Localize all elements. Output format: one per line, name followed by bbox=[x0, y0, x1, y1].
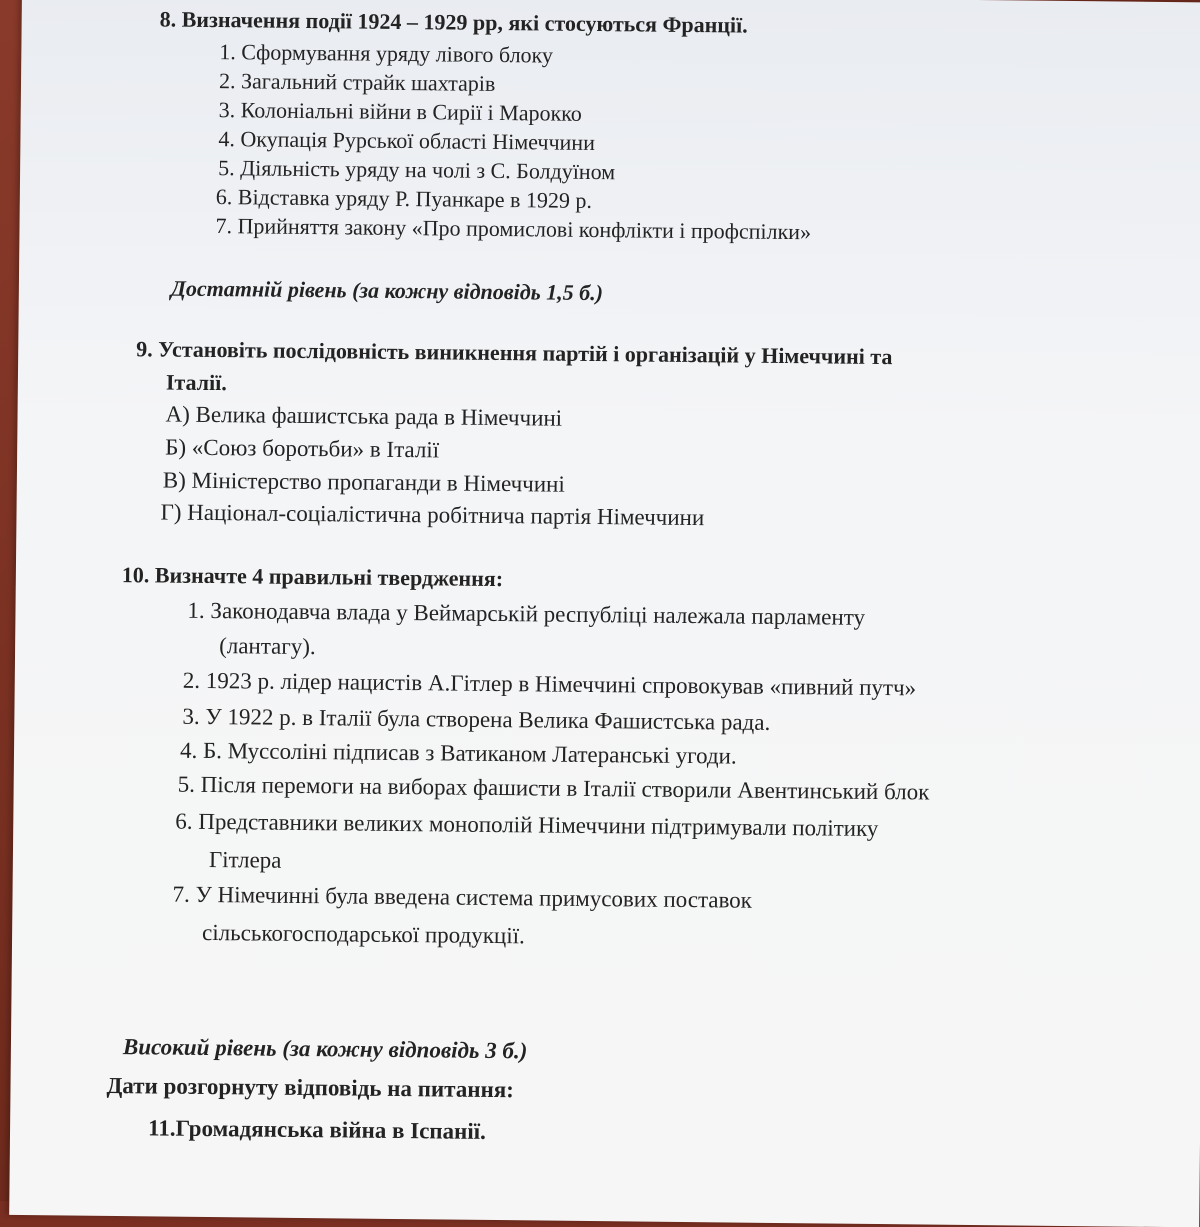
question-11-title: 11.Громадянська війна в Іспанії. bbox=[147, 1115, 487, 1144]
q10-line-7-cont: сільськогосподарської продукції. bbox=[202, 919, 525, 949]
q10-line-1: 1. Законодавча влада у Веймарській республіці належала парламенту bbox=[187, 597, 866, 630]
q10-line-4: 4. Б. Муссоліні підписав з Ватиканом Латеранські угоди. bbox=[179, 737, 737, 769]
q8-item-2: 2. Загальний страйк шахтарів bbox=[218, 68, 496, 96]
q8-item-5: 5. Діяльність уряду на чолі з С. Болдуїном bbox=[218, 155, 616, 185]
level-sufficient-heading: Достатній рівень (за кожну відповідь 1,5 б.) bbox=[170, 275, 604, 306]
q9-option-b: Б) «Союз боротьби» в Італії bbox=[165, 434, 440, 463]
q8-item-4: 4. Окупація Рурської області Німеччини bbox=[218, 126, 596, 156]
q10-line-1-cont: (лантагу). bbox=[219, 633, 316, 660]
question-9-title: 9. Установіть послідовність виникнення партій і організацій у Німеччині та bbox=[136, 336, 893, 370]
question-10-title: 10. Визначте 4 правильні твердження: bbox=[121, 562, 504, 592]
q10-line-7: 7. У Німечинні була введена система примусових поставок bbox=[172, 881, 753, 913]
q9-option-c: В) Міністерство пропаганди в Німеччині bbox=[162, 467, 565, 497]
q10-line-2: 2. 1923 р. лідер нацистів А.Гітлер в Німеччині спровокував «пивний путч» bbox=[182, 667, 917, 701]
q10-line-6: 6. Представники великих монополій Німеччини підтримували політику bbox=[175, 808, 879, 842]
q9-option-d: Г) Націонал-соціалістична робітнича партія Німеччини bbox=[160, 499, 705, 531]
q8-item-3: 3. Колоніальні війни в Сирії і Марокко bbox=[218, 97, 582, 126]
q8-item-7: 7. Прийняття закону «Про промислові конфлікти і профспілки» bbox=[215, 213, 812, 245]
q10-line-5: 5. Після перемоги на виборах фашисти в Італії створили Авентинський блок bbox=[177, 771, 930, 805]
q8-item-6: 6. Відставка уряду Р. Пуанкаре в 1929 р. bbox=[215, 184, 593, 213]
paper-sheet bbox=[9, 0, 1200, 1227]
q10-line-3: 3. У 1922 р. в Італії була створена Велика Фашистська рада. bbox=[182, 703, 771, 735]
level-high-heading: Високий рівень (за кожну відповідь 3 б.) bbox=[122, 1034, 528, 1064]
question-8-title: 8. Визначення події 1924 – 1929 рр, які стосуються Франції. bbox=[159, 6, 748, 38]
instruction-text: Дати розгорнуту відповідь на питання: bbox=[106, 1072, 515, 1103]
q10-line-6-cont: Гітлера bbox=[208, 847, 282, 873]
question-9-title-cont: Італії. bbox=[165, 369, 227, 396]
q9-option-a: А) Велика фашистська рада в Німеччині bbox=[165, 401, 563, 431]
q8-item-1: 1. Сформування уряду лівого блоку bbox=[219, 39, 554, 68]
